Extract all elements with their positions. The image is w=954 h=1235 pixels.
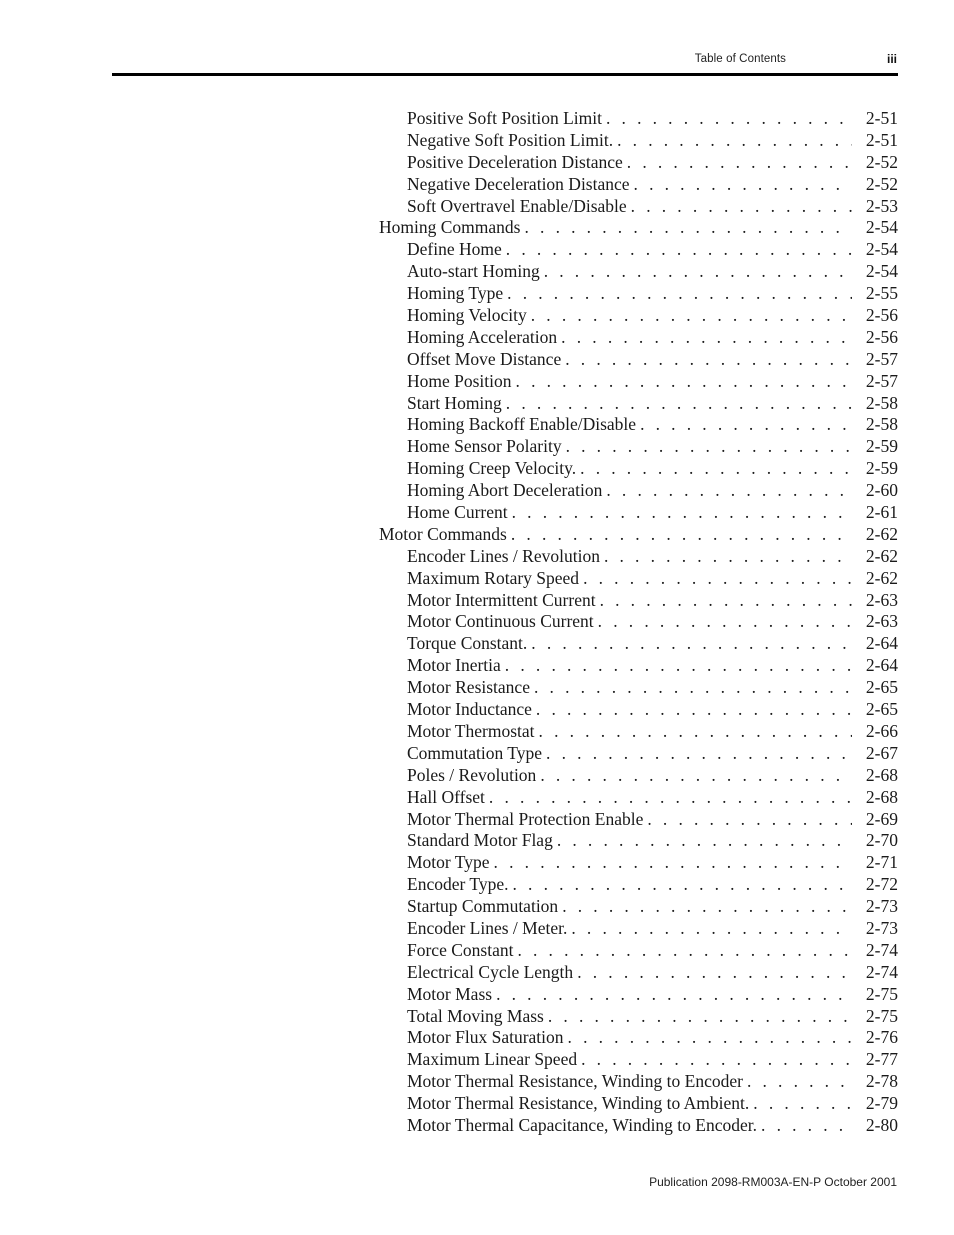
dot-leader	[604, 546, 852, 568]
toc-entry[interactable]	[379, 130, 898, 152]
dot-leader	[557, 830, 852, 852]
toc-entry[interactable]	[379, 1006, 898, 1028]
toc-entry-page: 2-57	[865, 348, 898, 369]
dot-leader	[634, 174, 852, 196]
toc-entry[interactable]	[379, 108, 898, 130]
toc-entry[interactable]	[379, 480, 898, 502]
dot-leader	[562, 896, 852, 918]
toc-entry-title: Home Sensor Polarity	[407, 436, 562, 457]
toc-entry-page: 2-64	[865, 633, 898, 654]
toc-entry-title: Motor Intermittent Current	[407, 589, 596, 610]
dot-leader	[606, 108, 852, 130]
toc-entry[interactable]	[379, 196, 898, 218]
toc-entry[interactable]	[379, 852, 898, 874]
toc-entry[interactable]	[379, 1071, 898, 1093]
dot-leader	[640, 414, 852, 436]
header-page-number: iii	[886, 52, 897, 66]
toc-entry-page: 2-68	[865, 786, 898, 807]
dot-leader	[512, 502, 852, 524]
toc-entry-title: Motor Thermal Resistance, Winding to Ambient.	[407, 1093, 750, 1114]
toc-entry-page: 2-79	[865, 1093, 898, 1114]
toc-entry-title: Force Constant	[407, 939, 514, 960]
toc-entry-title: Hall Offset	[407, 786, 485, 807]
toc-entry-page: 2-72	[865, 874, 898, 895]
toc-entry-title: Encoder Lines / Revolution	[407, 545, 600, 566]
toc-entry-title: Startup Commutation	[407, 896, 559, 917]
toc-entry-page: 2-58	[865, 414, 898, 435]
toc-entry-page: 2-63	[865, 611, 898, 632]
toc-entry[interactable]	[379, 305, 898, 327]
toc-entry-page: 2-59	[865, 458, 898, 479]
toc-entry[interactable]	[379, 502, 898, 524]
toc-entry-title: Homing Backoff Enable/Disable	[407, 414, 637, 435]
toc-entry-title: Torque Constant.	[407, 633, 528, 654]
toc-entry-page: 2-75	[865, 1005, 898, 1026]
toc-entry[interactable]	[379, 984, 898, 1006]
toc-entry-title: Motor Flux Saturation	[407, 1027, 564, 1048]
toc-entry-title: Negative Deceleration Distance	[407, 173, 630, 194]
toc-entry-title: Motor Inductance	[407, 699, 532, 720]
toc-entry-title: Electrical Cycle Length	[407, 961, 574, 982]
toc-entry-title: Offset Move Distance	[407, 348, 562, 369]
toc-entry[interactable]	[379, 1027, 898, 1049]
toc-entry-page: 2-61	[865, 502, 898, 523]
table-of-contents	[379, 108, 898, 1137]
toc-entry-page: 2-65	[865, 699, 898, 720]
toc-entry-page: 2-60	[865, 480, 898, 501]
toc-entry[interactable]	[379, 918, 898, 940]
dot-leader	[511, 524, 852, 546]
dot-leader	[516, 371, 852, 393]
toc-entry-page: 2-64	[865, 655, 898, 676]
dot-leader	[606, 480, 852, 502]
toc-entry[interactable]	[379, 261, 898, 283]
toc-entry-title: Soft Overtravel Enable/Disable	[407, 195, 627, 216]
toc-entry-page: 2-52	[865, 173, 898, 194]
dot-leader	[534, 677, 852, 699]
dot-leader	[571, 918, 852, 940]
header-section-label: Table of Contents	[694, 53, 786, 65]
toc-entry[interactable]	[379, 765, 898, 787]
dot-leader	[583, 568, 852, 590]
toc-entry-title: Encoder Lines / Meter.	[407, 917, 568, 938]
dot-leader	[548, 1006, 852, 1028]
toc-entry-title: Homing Abort Deceleration	[407, 480, 603, 501]
toc-entry-page: 2-54	[865, 261, 898, 282]
toc-entry[interactable]	[379, 677, 898, 699]
toc-entry-title: Commutation Type	[407, 742, 543, 763]
toc-entry[interactable]	[379, 349, 898, 371]
dot-leader	[494, 852, 852, 874]
toc-entry[interactable]	[379, 962, 898, 984]
toc-entry-page: 2-62	[865, 523, 898, 544]
toc-entry[interactable]	[379, 1049, 898, 1071]
dot-leader	[568, 1027, 852, 1049]
toc-entry-page: 2-52	[865, 151, 898, 172]
toc-entry-title: Homing Commands	[379, 217, 521, 238]
dot-leader	[544, 261, 852, 283]
dot-leader	[536, 699, 852, 721]
dot-leader	[506, 239, 852, 261]
dot-leader	[580, 458, 852, 480]
toc-entry-page: 2-75	[865, 983, 898, 1004]
toc-entry-page: 2-62	[865, 567, 898, 588]
toc-entry[interactable]	[379, 611, 898, 633]
dot-leader	[598, 611, 852, 633]
toc-entry[interactable]	[379, 633, 898, 655]
toc-entry-title: Maximum Linear Speed	[407, 1049, 578, 1070]
toc-entry-page: 2-65	[865, 677, 898, 698]
toc-entry-title: Start Homing	[407, 392, 502, 413]
dot-leader	[517, 940, 852, 962]
dot-leader	[566, 436, 852, 458]
dot-leader	[761, 1115, 852, 1137]
toc-entry-page: 2-56	[865, 326, 898, 347]
toc-entry-page: 2-69	[865, 808, 898, 829]
toc-entry[interactable]	[379, 787, 898, 809]
toc-entry-page: 2-55	[865, 283, 898, 304]
toc-entry-page: 2-80	[865, 1114, 898, 1135]
toc-entry[interactable]	[379, 721, 898, 743]
toc-entry-page: 2-68	[865, 764, 898, 785]
toc-entry-title: Motor Type	[407, 852, 490, 873]
dot-leader	[631, 196, 852, 218]
dot-leader	[647, 809, 852, 831]
toc-entry-title: Motor Thermal Protection Enable	[407, 808, 644, 829]
toc-entry-page: 2-56	[865, 305, 898, 326]
toc-entry[interactable]	[379, 940, 898, 962]
dot-leader	[512, 874, 852, 896]
dot-leader	[531, 633, 852, 655]
toc-entry[interactable]	[379, 436, 898, 458]
toc-entry-title: Total Moving Mass	[407, 1005, 544, 1026]
toc-entry[interactable]	[379, 327, 898, 349]
toc-section-entry[interactable]	[379, 217, 898, 239]
toc-entry-title: Motor Inertia	[407, 655, 501, 676]
toc-entry-page: 2-70	[865, 830, 898, 851]
toc-entry[interactable]	[379, 239, 898, 261]
dot-leader	[561, 327, 852, 349]
toc-entry[interactable]	[379, 458, 898, 480]
toc-entry-page: 2-78	[865, 1071, 898, 1092]
dot-leader	[565, 349, 852, 371]
toc-entry-page: 2-73	[865, 917, 898, 938]
toc-entry-page: 2-58	[865, 392, 898, 413]
toc-entry-title: Standard Motor Flag	[407, 830, 553, 851]
dot-leader	[507, 283, 852, 305]
toc-entry-title: Negative Soft Position Limit.	[407, 129, 614, 150]
toc-entry[interactable]	[379, 174, 898, 196]
dot-leader	[524, 217, 852, 239]
toc-entry-page: 2-74	[865, 961, 898, 982]
toc-entry-title: Motor Thermostat	[407, 720, 535, 741]
toc-entry[interactable]	[379, 152, 898, 174]
toc-entry-page: 2-54	[865, 239, 898, 260]
dot-leader	[539, 721, 852, 743]
toc-entry[interactable]	[379, 414, 898, 436]
toc-entry-page: 2-66	[865, 720, 898, 741]
toc-entry-title: Homing Type	[407, 283, 504, 304]
toc-entry-page: 2-59	[865, 436, 898, 457]
dot-leader	[753, 1093, 852, 1115]
toc-entry[interactable]	[379, 590, 898, 612]
toc-entry-title: Motor Thermal Resistance, Winding to Encoder	[407, 1071, 743, 1092]
dot-leader	[581, 1049, 852, 1071]
toc-entry-page: 2-63	[865, 589, 898, 610]
toc-entry-title: Motor Resistance	[407, 677, 530, 698]
dot-leader	[627, 152, 852, 174]
toc-entry-title: Homing Acceleration	[407, 326, 558, 347]
toc-entry-page: 2-77	[865, 1049, 898, 1070]
dot-leader	[617, 130, 852, 152]
dot-leader	[546, 743, 852, 765]
toc-entry[interactable]	[379, 393, 898, 415]
dot-leader	[496, 984, 852, 1006]
toc-entry[interactable]	[379, 874, 898, 896]
toc-entry-title: Define Home	[407, 239, 502, 260]
toc-entry-title: Motor Continuous Current	[407, 611, 594, 632]
toc-entry-title: Motor Mass	[407, 983, 493, 1004]
toc-entry-page: 2-71	[865, 852, 898, 873]
toc-entry-page: 2-51	[865, 108, 898, 128]
toc-entry[interactable]	[379, 809, 898, 831]
toc-entry-title: Positive Deceleration Distance	[407, 151, 623, 172]
publication-footer: Publication 2098-RM003A-EN-P October 2001	[649, 1175, 897, 1189]
toc-entry[interactable]	[379, 568, 898, 590]
toc-entry-title: Home Current	[407, 502, 508, 523]
toc-entry-page: 2-62	[865, 545, 898, 566]
toc-entry-title: Homing Velocity	[407, 305, 527, 326]
toc-entry-page: 2-74	[865, 939, 898, 960]
dot-leader	[540, 765, 852, 787]
dot-leader	[747, 1071, 852, 1093]
toc-entry[interactable]	[379, 1093, 898, 1115]
toc-entry[interactable]	[379, 896, 898, 918]
toc-entry-title: Home Position	[407, 370, 512, 391]
toc-entry[interactable]	[379, 371, 898, 393]
toc-entry[interactable]	[379, 655, 898, 677]
dot-leader	[489, 787, 852, 809]
toc-entry-page: 2-76	[865, 1027, 898, 1048]
dot-leader	[505, 655, 852, 677]
toc-entry[interactable]	[379, 699, 898, 721]
toc-section-entry[interactable]	[379, 524, 898, 546]
toc-entry-title: Poles / Revolution	[407, 764, 537, 785]
toc-entry[interactable]	[379, 1115, 898, 1137]
dot-leader	[531, 305, 852, 327]
toc-entry[interactable]	[379, 283, 898, 305]
toc-entry-title: Homing Creep Velocity.	[407, 458, 577, 479]
toc-entry-title: Motor Commands	[379, 523, 507, 544]
toc-entry-page: 2-73	[865, 896, 898, 917]
toc-entry[interactable]	[379, 546, 898, 568]
toc-entry-page: 2-53	[865, 195, 898, 216]
toc-entry-page: 2-51	[865, 129, 898, 150]
toc-entry-title: Encoder Type.	[407, 874, 509, 895]
toc-entry-page: 2-67	[865, 742, 898, 763]
dot-leader	[506, 393, 852, 415]
dot-leader	[577, 962, 852, 984]
toc-entry-page: 2-54	[865, 217, 898, 238]
toc-entry[interactable]	[379, 830, 898, 852]
toc-entry-title: Motor Thermal Capacitance, Winding to Encoder.	[407, 1114, 758, 1135]
toc-entry-title: Auto-start Homing	[407, 261, 540, 282]
toc-entry-page: 2-57	[865, 370, 898, 391]
toc-entry-title: Positive Soft Position Limit	[407, 108, 602, 128]
dot-leader	[600, 590, 852, 612]
header-rule	[112, 73, 898, 76]
toc-entry[interactable]	[379, 743, 898, 765]
toc-entry-title: Maximum Rotary Speed	[407, 567, 580, 588]
